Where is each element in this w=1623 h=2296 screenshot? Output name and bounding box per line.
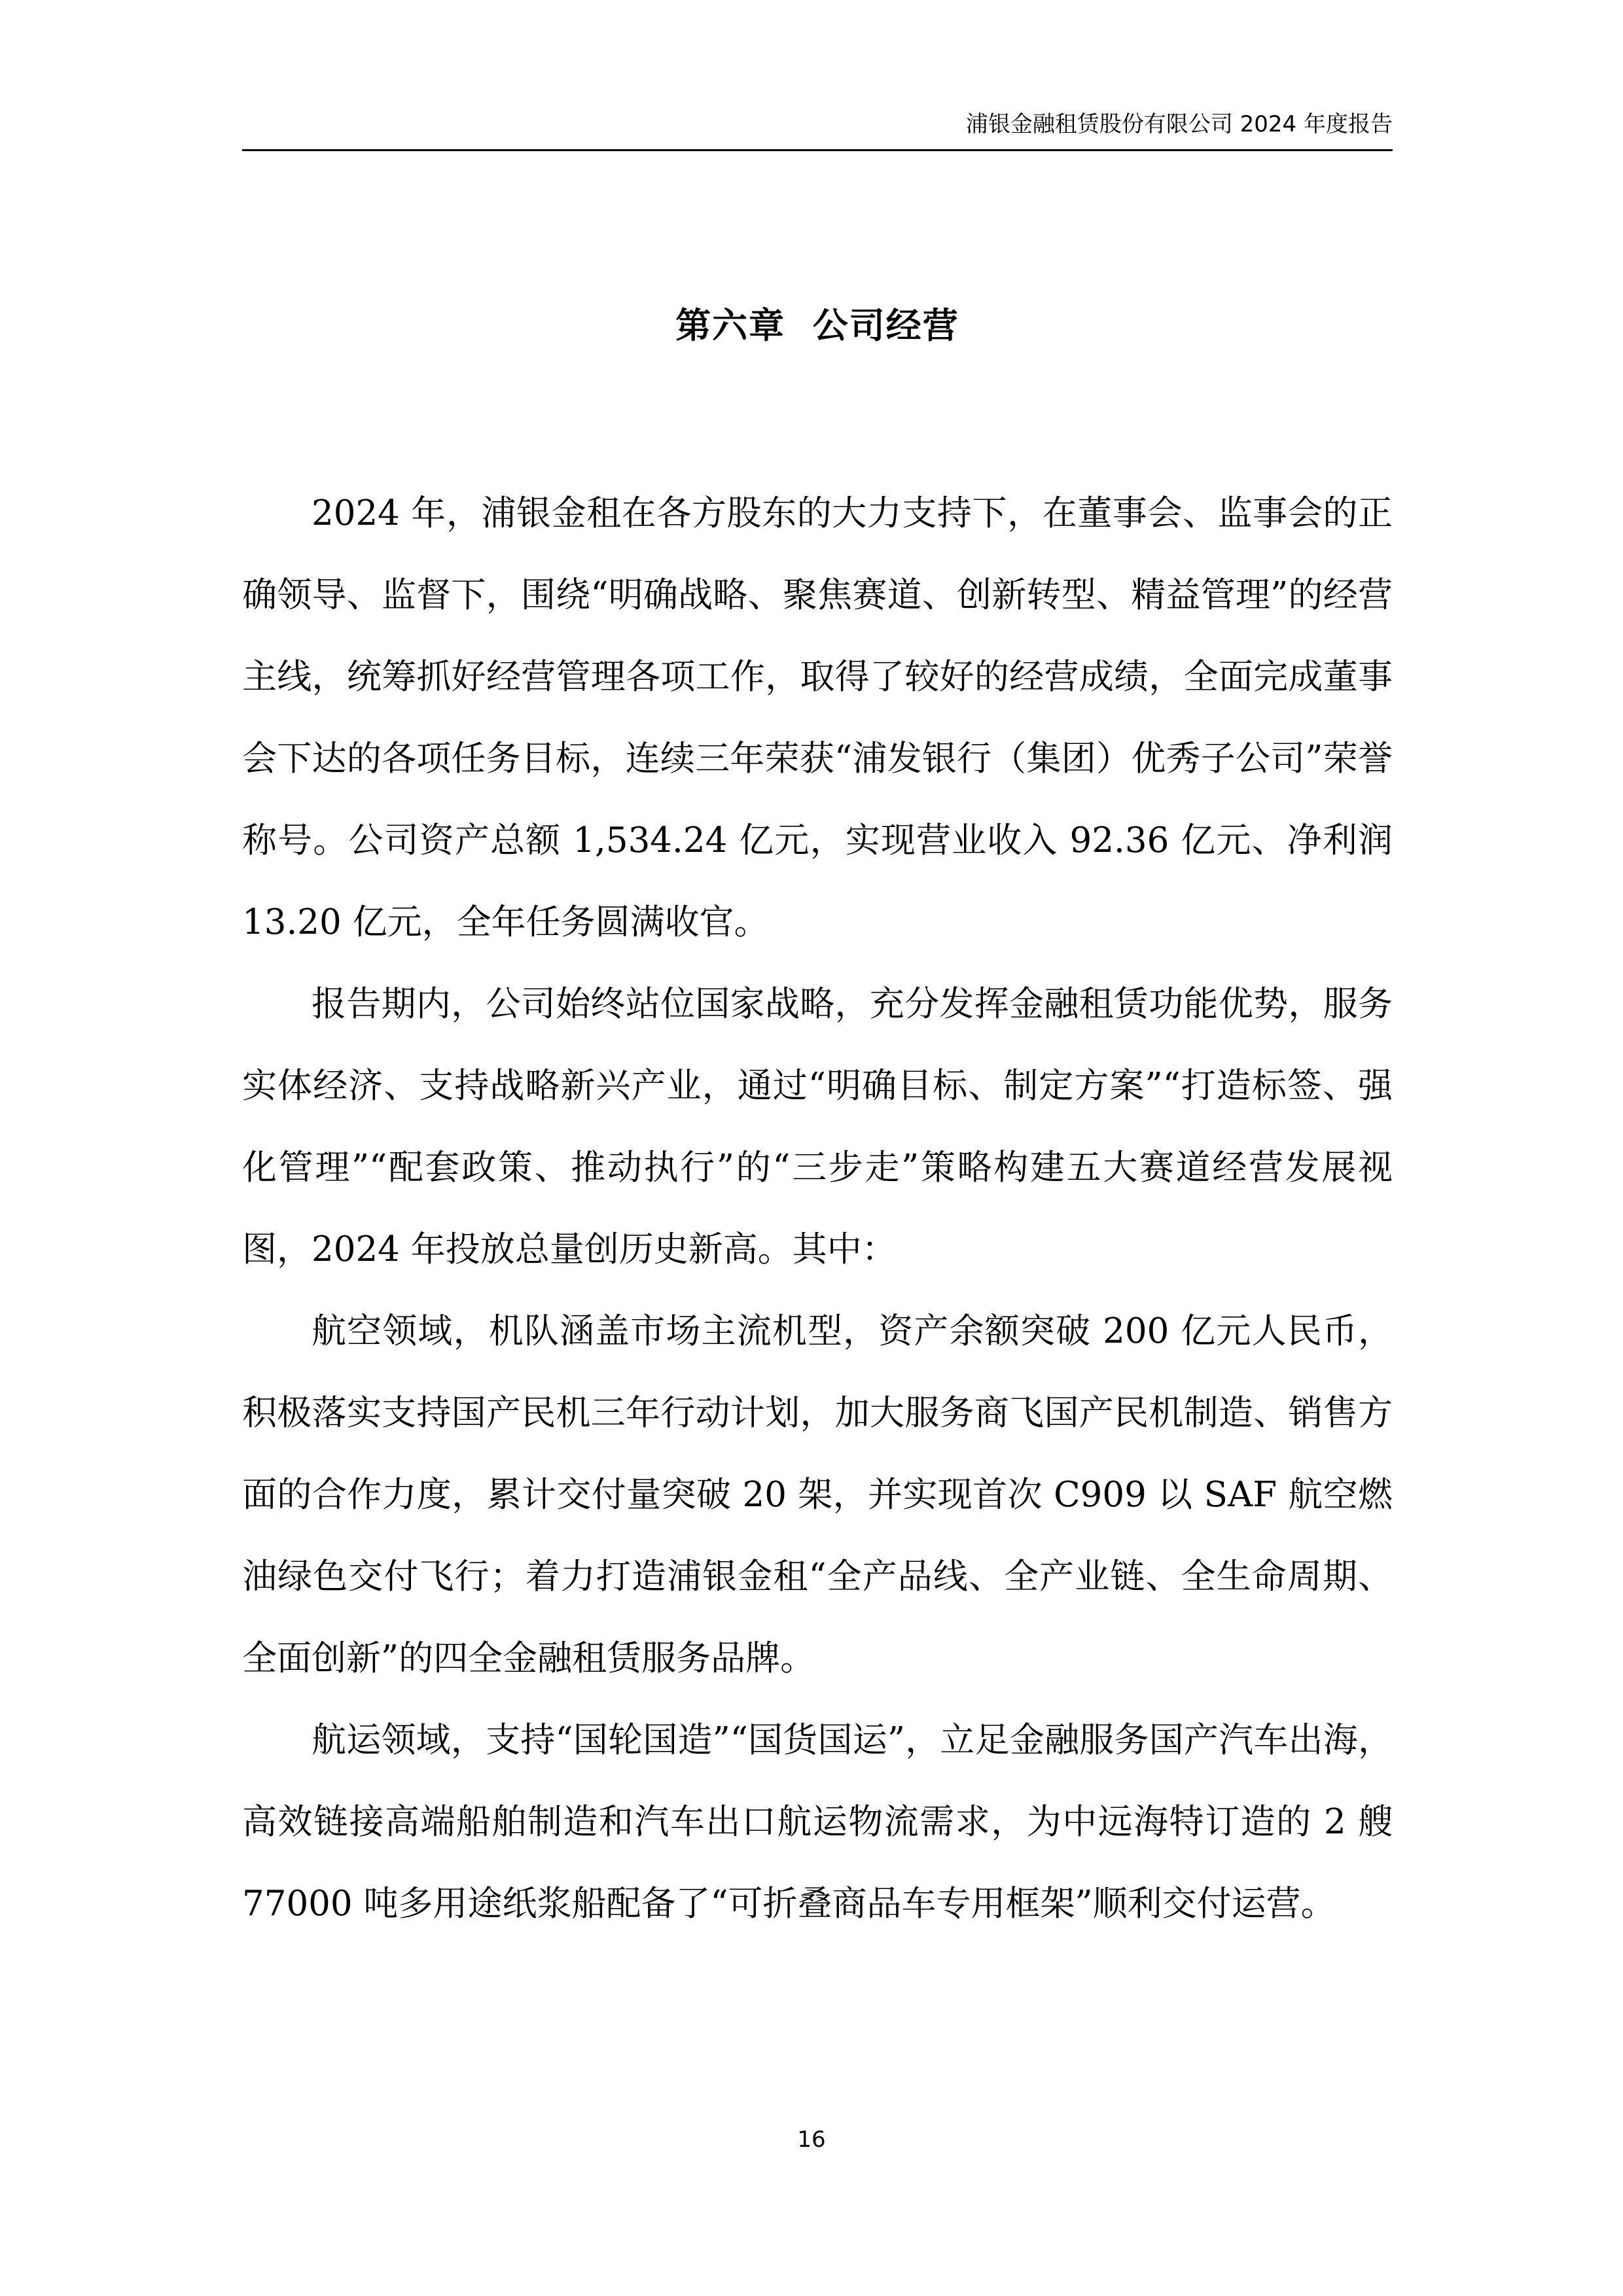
body-text bbox=[242, 472, 1393, 1945]
paragraph-aviation: 航空领域，机队涵盖市场主流机型，资产余额突破 200 亿元人民币，积极落实支持国产民机三年行动计划，加大服务商飞国产民机制造、销售方面的合作力度，累计交付量突破 20 架，并实现首次 C909 以 SAF 航空燃油绿色交付飞行；着力打造浦银金租“全产品线、全产业链、全生命周期、全面创新”的四全金融租赁服务品牌。 bbox=[242, 1311, 1393, 1678]
paragraph-overview: 2024 年，浦银金租在各方股东的大力支持下，在董事会、监事会的正确领导、监督下，围绕“明确战略、聚焦赛道、创新转型、精益管理”的经营主线，统筹抓好经营管理各项工作，取得了较好的经营成绩，全面完成董事会下达的各项任务目标，连续三年荣获“浦发银行（集团）优秀子公司”荣誉称号。公司资产总额 1,534.24 亿元，实现营业收入 92.36 亿元、净利润 13.20 亿元，全年任务圆满收官。 bbox=[242, 493, 1393, 942]
running-header: 浦银金融租赁股份有限公司 2024 年度报告 bbox=[965, 111, 1393, 137]
page-number: 16 bbox=[797, 2127, 826, 2153]
paragraph-strategy: 报告期内，公司始终站位国家战略，充分发挥金融租赁功能优势，服务实体经济、支持战略新兴产业，通过“明确目标、制定方案”“打造标签、强化管理”“配套政策、推动执行”的“三步走”策略构建五大赛道经营发展视图，2024 年投放总量创历史新高。其中： bbox=[242, 984, 1393, 1269]
paragraph-shipping: 航运领域，支持“国轮国造”“国货国运”，立足金融服务国产汽车出海，高效链接高端船舶制造和汽车出口航运物流需求，为中远海特订造的 2 艘 77000 吨多用途纸浆船配备了“可折叠商品车专用框架”顺利交付运营。 bbox=[242, 1720, 1393, 1924]
chapter-title: 第六章 公司经营 bbox=[675, 305, 959, 346]
header-divider bbox=[242, 149, 1393, 151]
